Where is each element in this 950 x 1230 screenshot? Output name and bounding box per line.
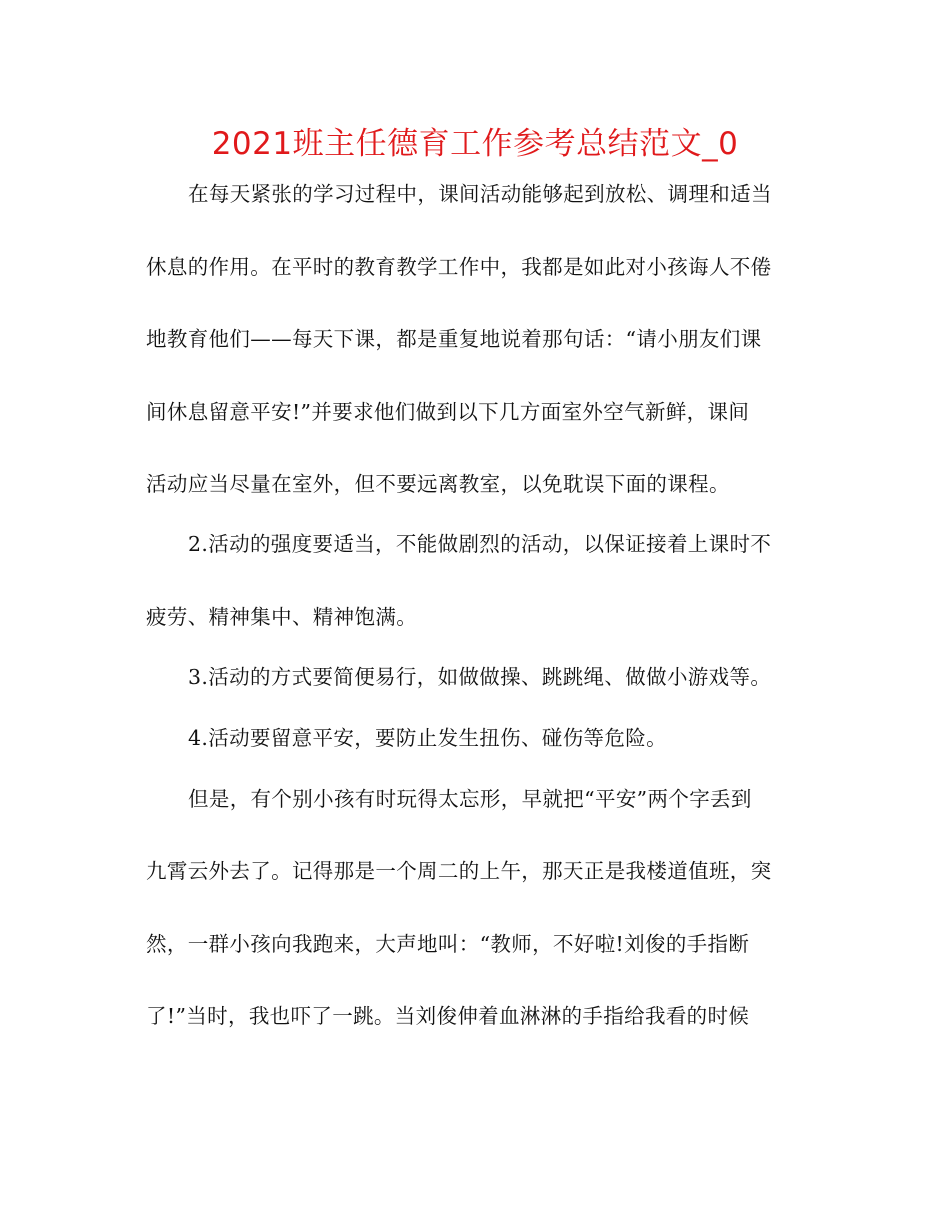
paragraph-line: 间休息留意平安!”并要求他们做到以下几方面室外空气新鲜，课间 [146, 400, 750, 424]
paragraph-line: 2.活动的强度要适当，不能做剧烈的活动，以保证接着上课时不 [188, 532, 772, 556]
paragraph-line: 3.活动的方式要简便易行，如做做操、跳跳绳、做做小游戏等。 [188, 665, 772, 689]
paragraph-line: 了!”当时，我也吓了一跳。当刘俊伸着血淋淋的手指给我看的时候 [146, 1004, 750, 1028]
document-title: 2021班主任德育工作参考总结范文_0 [211, 126, 739, 162]
paragraph-line: 但是，有个别小孩有时玩得太忘形，早就把“平安”两个字丢到 [188, 787, 752, 811]
paragraph-line: 地教育他们——每天下课，都是重复地说着那句话：“请小朋友们课 [146, 327, 762, 351]
paragraph-line: 在每天紧张的学习过程中，课间活动能够起到放松、调理和适当 [188, 182, 772, 206]
paragraph-line: 疲劳、精神集中、精神饱满。 [146, 605, 418, 629]
paragraph-line: 活动应当尽量在室外，但不要远离教室，以免耽误下面的课程。 [146, 472, 730, 496]
paragraph-line: 然，一群小孩向我跑来，大声地叫：“教师，不好啦!刘俊的手指断 [146, 932, 750, 956]
paragraph-line: 休息的作用。在平时的教育教学工作中，我都是如此对小孩诲人不倦 [146, 255, 772, 279]
paragraph-line: 九霄云外去了。记得那是一个周二的上午，那天正是我楼道值班，突 [146, 859, 772, 883]
paragraph-line: 4.活动要留意平安，要防止发生扭伤、碰伤等危险。 [188, 726, 667, 750]
